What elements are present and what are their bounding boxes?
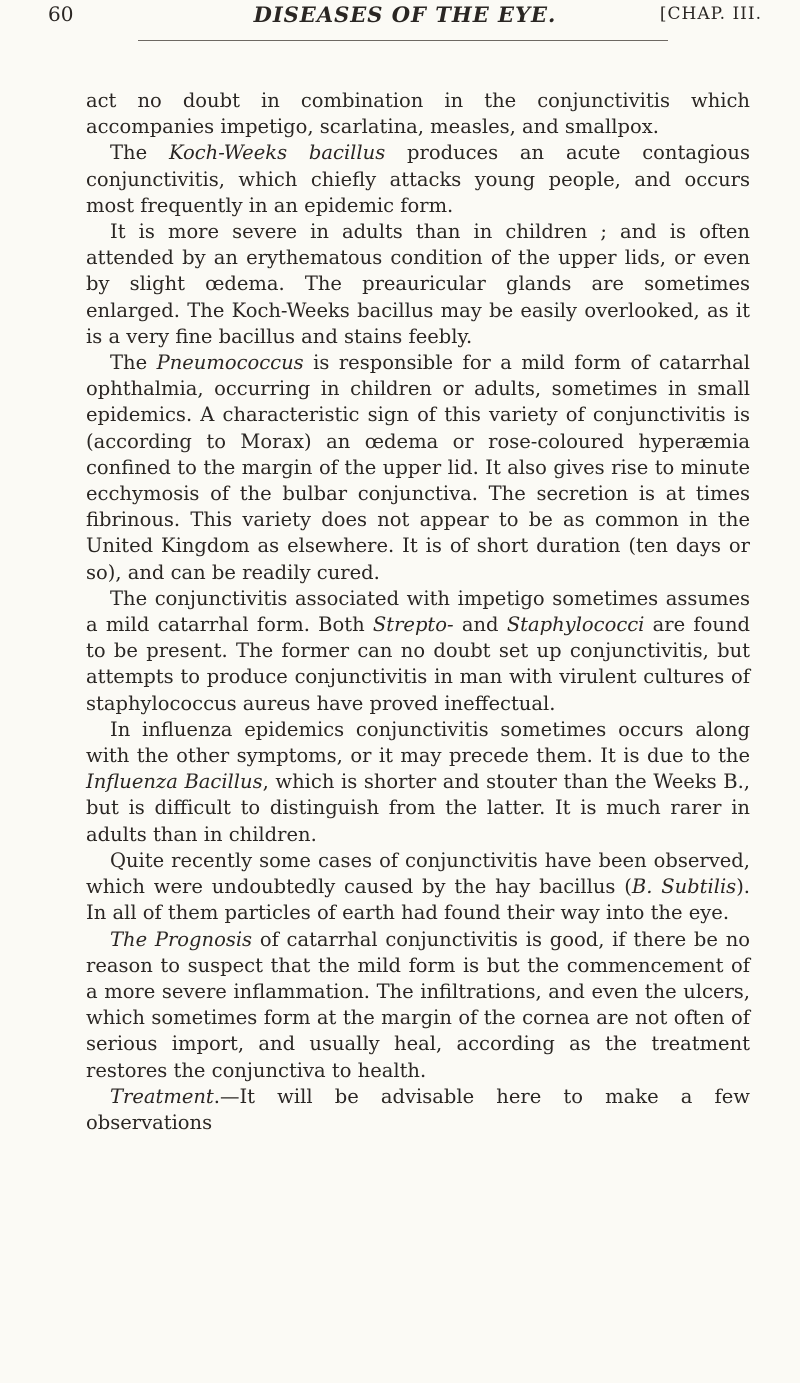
paragraph-1: act no doubt in combination in the conjunctivitis which accompanies impetigo, scarlatina, measles, and smallpox. [86,89,750,139]
header-rule [138,40,668,41]
term-strepto: Strepto- [372,613,454,637]
term-treatment: Treatment [110,1084,214,1108]
term-pneumococcus: Pneumococcus [156,351,304,375]
term-staphylococci: Staphylococci [506,613,645,637]
paragraph-pneumococcus: The Pneumococcus is responsible for a mild form of catarrhal ophthalmia, occurring in children or adults, sometimes in small epidemics. A characteristic sign of this variety of conjunctivitis is (according to Morax) an œdema or rose-coloured hyperæmia confined to the margin of the upper lid. It also gives rise to minute ecchymosis of the bulbar conjunctiva. The secretion is at times fibrinous. This variety does not appear to be as common in the United Kingdom as elsewhere. It is of short duration (ten days or so), and can be readily cured. [86,351,750,584]
page-header [48,0,762,40]
paragraph-adults: It is more severe in adults than in children ; and is often attended by an erythematous condition of the upper lids, or even by slight œdema. The preauricular glands are sometimes enlarged. The Koch-Weeks bacillus may be easily overlooked, as it is a very fine bacillus and stains feebly. [86,220,750,348]
paragraph-prognosis: The Prognosis of catarrhal conjunctivitis is good, if there be no reason to suspect that the mild form is but the commencement of a more severe inflammation. The infiltrations, and even the ulcers, which sometimes form at the margin of the cornea are not often of serious import, and usually heal, according as the treatment restores the conjunctiva to health. [86,927,750,1082]
paragraph-koch-weeks: The Koch-Weeks bacillus produces an acute contagious conjunctivitis, which chiefly attacks young people, and occurs most frequently in an epidemic form. [86,141,750,217]
term-prognosis: The Prognosis [110,927,253,951]
paragraph-influenza: In influenza epidemics conjunctivitis sometimes occurs along with the other symptoms, or it may precede them. It is due to the Influenza Bacillus, which is shorter and stouter than the Weeks B., but is difficult to distinguish from the latter. It is much rarer in adults than in children. [86,717,751,846]
body-text [86,88,750,1136]
running-title: DISEASES OF THE EYE. [253,2,557,27]
term-b-subtilis: B. Subtilis [631,875,737,899]
paragraph-impetigo: The conjunctivitis associated with impetigo sometimes assumes a mild catarrhal form. Both Strepto- and Staphylococci are found to be present. The former can no doubt set up conjunctivitis, but attempts to produce conjunctivitis in man with virulent cultures of staphylococcus aureus have proved ineffectual. [86,586,750,715]
paragraph-treatment: Treatment.—It will be advisable here to make a few observations [86,1084,750,1134]
page-number: 60 [48,2,74,26]
paragraph-hay-bacillus: Quite recently some cases of conjunctivitis have been observed, which were undoubtedly caused by the hay bacillus (B. Subtilis). In all of them particles of earth had found their way into the eye. [86,848,750,925]
term-koch-weeks: Koch-Weeks bacillus [168,141,386,165]
term-influenza-bacillus: Influenza Bacillus [86,770,263,794]
chapter-mark: [CHAP. III. [659,4,762,24]
